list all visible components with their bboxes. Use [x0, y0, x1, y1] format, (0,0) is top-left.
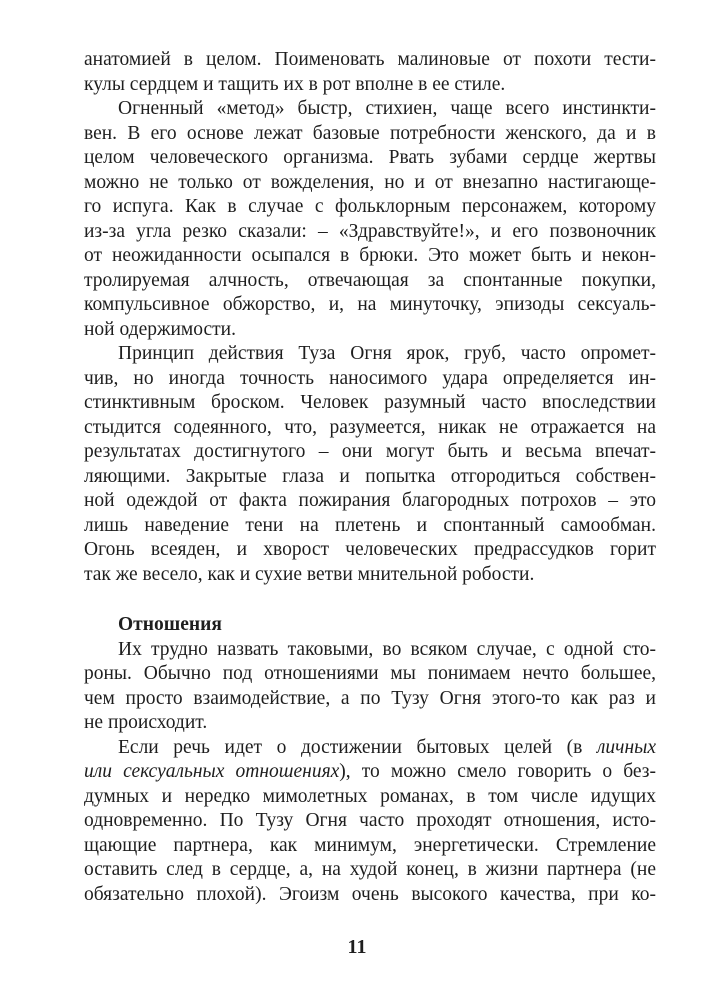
text-segment: кулы сердцем и тащить их в рот вполне в ее стиле. — [84, 73, 506, 95]
text-segment: роны. Обычно под отношениями мы понимаем нечто большее, — [84, 663, 656, 684]
text-segment: щающие партнера, как минимум, энергетически. Стремление — [84, 834, 656, 856]
text-segment: лишь наведение тени на плетень и спонтанный самообман. — [84, 514, 656, 536]
text-segment: ), то можно смело говорить о без- — [339, 761, 656, 782]
text-segment: компульсивное обжорство, и, на минуточку, эпизоды сексуаль- — [84, 294, 656, 315]
section-gap — [84, 587, 656, 613]
text-line — [84, 146, 656, 171]
text-segment: от неожиданности осыпался в брюки. Это может быть и некон- — [84, 245, 656, 266]
text-segment: ной одеждой от факта пожирания благородных потрохов – это — [84, 490, 656, 511]
text-line — [84, 171, 656, 196]
text-line — [84, 638, 656, 663]
text-segment: можно не только от вожделения, но и от внезапно настигающе- — [84, 171, 656, 193]
text-line — [84, 342, 656, 367]
text-segment: обязательно плохой). Эгоизм очень высокого качества, при ко- — [84, 883, 656, 905]
italic-text: личных — [596, 736, 656, 758]
text-line — [84, 244, 656, 269]
text-segment: ляющими. Закрытые глаза и попытка отгородиться собствен- — [84, 465, 656, 487]
text-line — [84, 269, 656, 294]
text-segment: думных и нередко мимолетных романах, в том числе идущих — [84, 785, 656, 807]
italic-text: или сексуальных отношениях — [84, 761, 340, 782]
text-segment: так же весело, как и сухие ветви мнительной робости. — [84, 563, 535, 585]
text-segment: Принцип действия Туза Огня ярок, груб, часто опромет- — [118, 343, 656, 364]
text-line — [84, 711, 656, 736]
text-segment: Огонь всеяден, и хворост человеческих предрассудков горит — [84, 539, 656, 560]
text-line — [84, 687, 656, 712]
text-segment: ной одержимости. — [84, 318, 236, 340]
paragraph — [84, 638, 656, 736]
paragraph — [84, 48, 656, 97]
text-line — [84, 73, 656, 98]
text-segment: оставить след в сердце, а, на худой конец, в жизни партнера (не — [84, 859, 656, 880]
text-line — [84, 97, 656, 122]
text-segment: Если речь идет о достижении бытовых целей (в — [118, 736, 597, 758]
text-line — [84, 391, 656, 416]
text-line — [84, 195, 656, 220]
text-segment: чив, но иногда точность наносимого удара определяется ин- — [84, 367, 656, 389]
text-line — [84, 489, 656, 514]
text-line — [84, 858, 656, 883]
text-segment: из-за угла резко сказали: – «Здравствуйте!», и его позвоночник — [84, 220, 656, 242]
paragraph — [84, 97, 656, 342]
text-line — [84, 367, 656, 392]
text-line — [84, 465, 656, 490]
paragraph — [84, 342, 656, 587]
text-segment: чем просто взаимодействие, а по Тузу Огня этого-то как раз и — [84, 687, 656, 709]
text-line — [84, 809, 656, 834]
text-line — [84, 785, 656, 810]
text-line — [84, 220, 656, 245]
text-line — [84, 293, 656, 318]
page-number: 11 — [347, 936, 367, 958]
text-segment: результатах достигнутого – они могут быть и весьма впечат- — [84, 441, 656, 462]
text-line — [84, 736, 656, 761]
text-line — [84, 416, 656, 441]
text-line — [84, 514, 656, 539]
text-segment: Их трудно назвать таковыми, во всяком случае, с одной сто- — [118, 638, 656, 660]
text-segment: стыдится содеянного, что, разумеется, никак не отражается на — [84, 416, 656, 438]
text-segment: анатомией в целом. Поименовать малиновые от похоти тести- — [84, 49, 656, 70]
text-line — [84, 48, 656, 73]
text-segment: одновременно. По Тузу Огня часто проходят отношения, исто- — [84, 810, 656, 831]
page-body — [84, 48, 656, 907]
paragraph — [84, 736, 656, 908]
text-segment: го испуга. Как в случае с фольклорным персонажем, которому — [84, 196, 656, 217]
text-line — [84, 883, 656, 908]
text-segment: целом человеческого организма. Рвать зубами сердце жертвы — [84, 147, 656, 168]
text-segment: Огненный «метод» быстр, стихиен, чаще всего инстинкти- — [118, 98, 656, 119]
text-line — [84, 538, 656, 563]
text-line — [84, 662, 656, 687]
text-segment: тролируемая алчность, отвечающая за спонтанные покупки, — [84, 269, 656, 291]
text-segment: стинктивным броском. Человек разумный часто впоследствии — [84, 392, 656, 413]
section-heading: Отношения — [118, 614, 222, 635]
text-segment: не происходит. — [84, 712, 208, 733]
text-line — [84, 122, 656, 147]
text-segment: вен. В его основе лежат базовые потребности женского, да и в — [84, 122, 656, 144]
text-line — [84, 563, 656, 588]
text-line — [84, 318, 656, 343]
text-line — [84, 760, 656, 785]
text-line — [84, 440, 656, 465]
text-line — [84, 834, 656, 859]
